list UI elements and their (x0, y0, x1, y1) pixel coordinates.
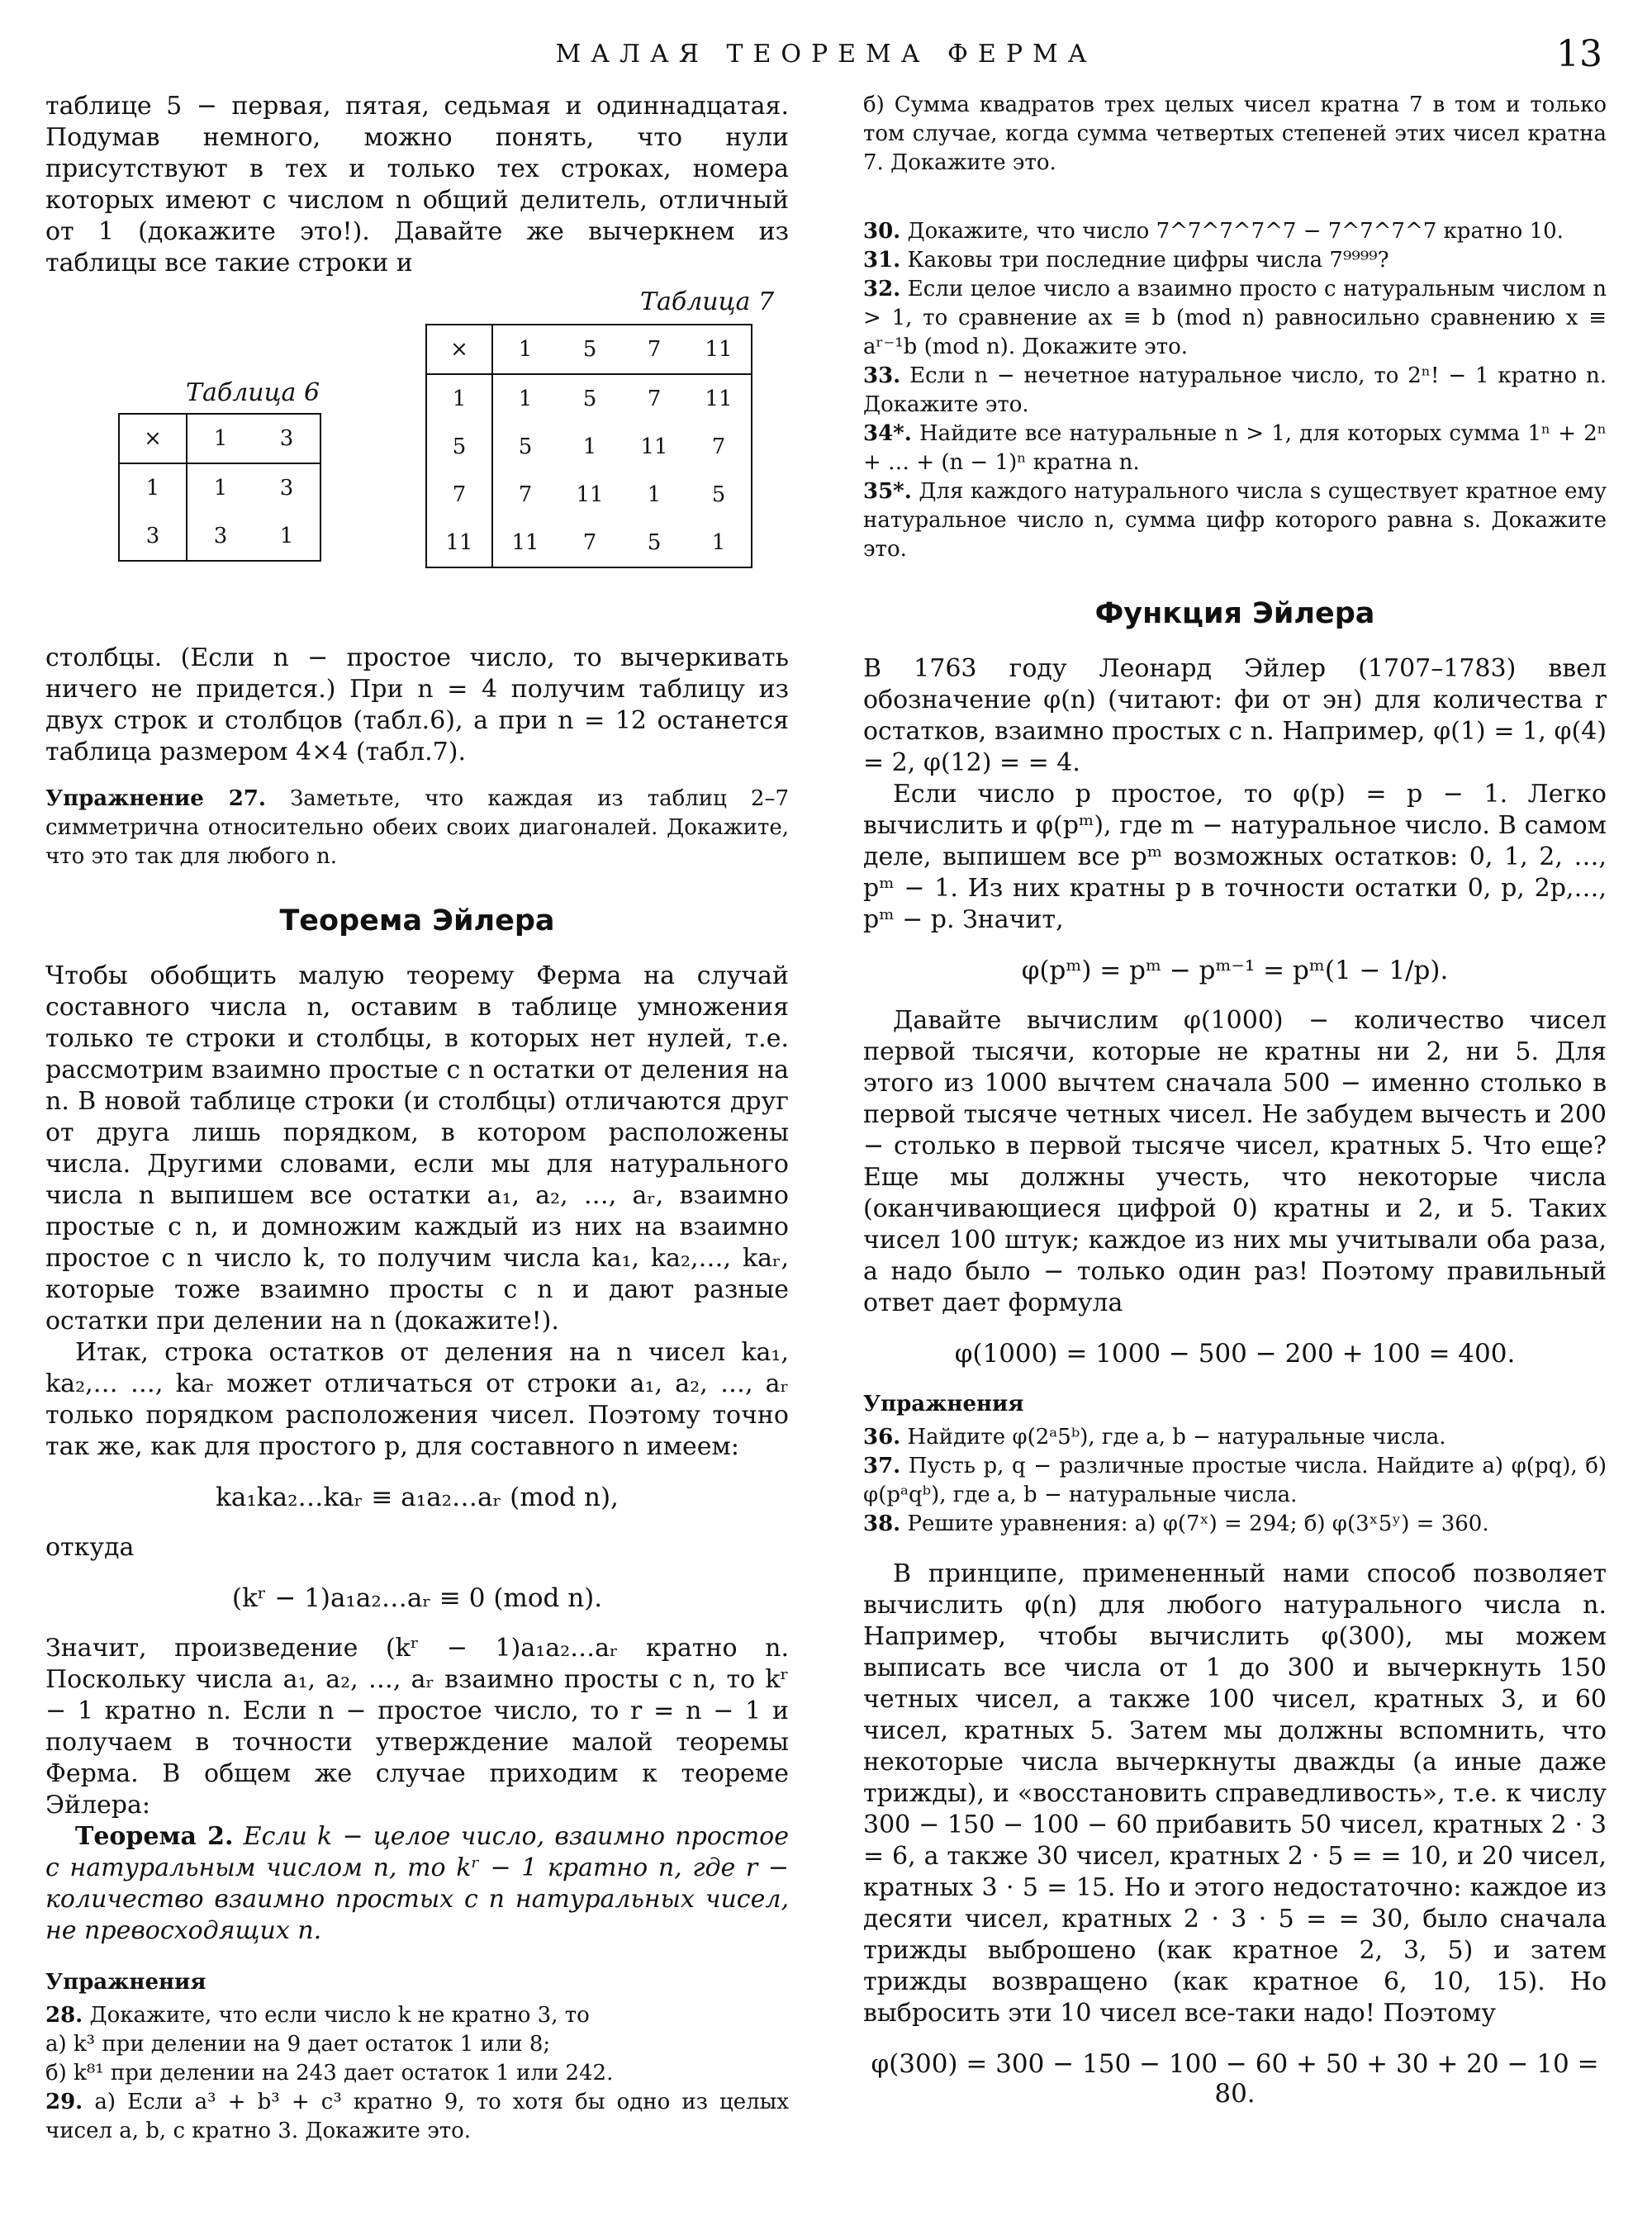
exercise-28b: б) k⁸¹ при делении на 243 дает остаток 1 или 242. (45, 2061, 614, 2086)
exercise-31 (863, 246, 1607, 275)
exercise-30 (863, 217, 1607, 246)
table-cell: 11 (686, 325, 752, 374)
running-title: МАЛАЯ ТЕОРЕМА ФЕРМА (555, 40, 1097, 69)
exercise-28a: а) k³ при делении на 9 дает остаток 1 или 8; (45, 2032, 551, 2057)
table-cell: 1 (492, 325, 558, 374)
table-cell: 11 (426, 519, 492, 567)
exercises-heading: Упражнения (45, 1970, 206, 1995)
table-cell: 7 (518, 482, 533, 507)
table-row (119, 463, 320, 512)
table6-caption: Таблица 6 (186, 378, 320, 407)
formula: φ(1000) = 1000 − 500 − 200 + 100 = 400. (954, 1339, 1516, 1369)
page-number: 13 (1556, 33, 1602, 75)
table-cell: 1 (711, 530, 726, 555)
exercise-28 (45, 2001, 789, 2030)
formula: ka₁ka₂…kaᵣ ≡ a₁a₂…aᵣ (mod n), (216, 1483, 619, 1512)
paragraph: Чтобы обобщить малую теорему Ферма на случай составного числа n, оставим в таблице умножения только те строки и столбцы, в которых нет нулей, т.е. рассмотрим взаимно простые с n остатки от деления на n. В новой таблице строки (и столбцы) отличаются друг от друга лишь порядком, в котором расположены числа. Другими словами, если мы для натурального числа n выпишем все остатки a₁, a₂, …, aᵣ, взаимно простые с n, и домножим каждый из них на взаимно простое с n число k, то получим числа ka₁, ka₂,…, kaᵣ, которые тоже взаимно просты с n и дают разные остатки при делении на n (докажите!). (45, 961, 789, 1336)
theorem-text: Если k − целое число, взаимно простое с натуральным числом n, то kʳ − 1 кратно n, где r − количество взаимно простых с n натуральных чисел, не превосходящих n. (45, 1822, 789, 1945)
formula: (kʳ − 1)a₁a₂…aᵣ ≡ 0 (mod n). (231, 1583, 603, 1613)
exercise-number: 30. (863, 219, 901, 244)
exercise-number: 37. (863, 1454, 901, 1478)
exercise-number: 28. (45, 2003, 83, 2028)
table-cell: 3 (279, 476, 294, 501)
table-cell: 1 (582, 434, 597, 459)
table-row (426, 374, 752, 423)
table7 (425, 324, 752, 568)
paragraph: откуда (45, 1533, 135, 1562)
table-cell: 5 (711, 482, 726, 507)
table7-caption: Таблица 7 (640, 287, 775, 316)
table-cell: 1 (647, 482, 662, 507)
table-cell: 1 (518, 387, 533, 411)
paragraph: таблице 5 − первая, пятая, седьмая и одиннадцатая. Подумав немного, можно понять, что нули присутствуют в тех и только тех строках, номера которых имеют с числом n общий делитель, отличный от 1 (докажите это!). Давайте же вычеркнем из таблицы все такие строки и (45, 92, 789, 278)
exercise-label: Упражнение 27. (45, 786, 266, 811)
exercise-number: 38. (863, 1511, 901, 1536)
table-cell: 11 (705, 387, 733, 411)
table-cell: 5 (582, 387, 597, 411)
exercise-32 (863, 275, 1607, 362)
exercise-text: Если целое число a взаимно просто с натуральным числом n > 1, то сравнение ax ≡ b (mod n) равносильно сравнению x ≡ aʳ⁻¹b (mod n). Докажите это. (863, 277, 1607, 359)
paragraph: Значит, произведение (kʳ − 1)a₁a₂…aᵣ кратно n. Поскольку числа a₁, a₂, …, aᵣ взаимно просты с n, то kʳ − 1 кратно n. Если n − простое число, то r = n − 1 и получаем в точности утверждение малой теоремы Ферма. В общем же случае приходим к теореме Эйлера: (45, 1634, 789, 1820)
exercise-number: 32. (863, 277, 901, 301)
exercise-text: Для каждого натурального числа s существует кратное ему натуральное число n, сумма цифр которого равна s. Докажите это. (863, 479, 1607, 562)
table-cell: 1 (213, 476, 228, 501)
table-cell: 5 (518, 434, 533, 459)
table-cell: 11 (576, 482, 604, 507)
paragraph: В 1763 году Леонард Эйлер (1707–1783) ввел обозначение φ(n) (читают: фи от эн) для количества r остатков, взаимно простых с n. Например, φ(1) = 1, φ(4) = 2, φ(12) = = 4. (863, 654, 1607, 777)
table6 (118, 413, 321, 562)
paragraph: столбцы. (Если n − простое число, то вычеркивать ничего не придется.) При n = 4 получим таблицу из двух строк и столбцов (табл.6), а при n = 12 останется таблица размером 4×4 (табл.7). (45, 643, 789, 766)
exercise-text: Если n − нечетное натуральное число, то 2ⁿ! − 1 кратно n. Докажите это. (863, 363, 1607, 417)
exercise-36 (863, 1423, 1607, 1452)
table-cell: 1 (187, 414, 254, 463)
exercise-text: Найдите φ(2ᵃ5ᵇ), где a, b − натуральные числа. (900, 1425, 1446, 1450)
table-cell: 5 (558, 325, 622, 374)
formula: φ(pᵐ) = pᵐ − pᵐ⁻¹ = pᵐ(1 − 1/p). (1021, 956, 1449, 985)
paragraph: Итак, строка остатков от деления на n чисел ka₁, ka₂,… …, kaᵣ может отличаться от строки a₁, a₂, …, aᵣ только порядком расположения чисел. Поэтому точно так же, как для простого p, для составного n имеем: (45, 1338, 789, 1461)
table-cell: 7 (711, 434, 726, 459)
exercise-number: 34*. (863, 421, 912, 446)
table-cell: 3 (119, 512, 187, 561)
table-cell: 7 (622, 325, 686, 374)
table-cell: 5 (426, 423, 492, 471)
exercise-29 (45, 2088, 789, 2146)
table-row (426, 471, 752, 519)
exercise-35 (863, 477, 1607, 564)
exercise-number: 29. (45, 2090, 83, 2114)
exercise-text: Докажите, что если число k не кратно 3, то (83, 2003, 590, 2028)
paragraph: Если число p простое, то φ(p) = p − 1. Легко вычислить и φ(pᵐ), где m − натуральное число. В самом деле, выпишем все pᵐ возможных остатков: 0, 1, 2, …, pᵐ − 1. Из них кратны p в точности остатки 0, p, 2p,…, pᵐ − p. Значит, (863, 780, 1607, 934)
table-cell: 7 (647, 387, 662, 411)
table-cell: × (119, 414, 187, 463)
exercise-34 (863, 420, 1607, 477)
exercise-number: 35*. (863, 479, 912, 504)
table-cell: 3 (213, 524, 228, 548)
paragraph: В принципе, примененный нами способ позволяет вычислить φ(n) для любого натурального числа n. Например, чтобы вычислить φ(300), мы можем выписать все числа от 1 до 300 и вычеркнуть 150 четных чисел, а также 100 чисел, кратных 3, и 60 чисел, кратных 5. Затем мы должны вспомнить, что некоторые числа вычеркнуты дважды (а иные даже трижды), и «восстановить справедливость», т.е. к числу 300 − 150 − 100 − 60 прибавить 50 чисел, кратных 2 · 3 = 6, а также 30 чисел, кратных 2 · 5 = = 10, и 20 чисел, кратных 3 · 5 = 15. Но и этого недостаточно: каждое из десяти чисел, кратных 2 · 3 · 5 = = 30, было сначала трижды выброшено (как кратное 2, 3, 5) и затем трижды возвращено (как кратное 6, 10, 15). Но выбросить эти 10 чисел все-таки надо! Поэтому (863, 1559, 1607, 2028)
exercise-27 (45, 785, 789, 871)
table-cell: 7 (426, 471, 492, 519)
exercise-text: Найдите все натуральные n > 1, для которых сумма 1ⁿ + 2ⁿ + … + (n − 1)ⁿ кратна n. (863, 421, 1607, 475)
exercise-29b: б) Сумма квадратов трех целых чисел кратна 7 в том и только том случае, когда сумма четвертых степеней этих чисел кратна 7. Докажите это. (863, 93, 1607, 175)
theorem-label: Теорема 2. (75, 1822, 234, 1851)
paragraph: Давайте вычислим φ(1000) − количество чисел первой тысячи, которые не кратны ни 2, ни 5. Для этого из 1000 вычтем сначала 500 − именно столько в первой тысяче четных чисел. Не забудем вычесть и 200 − столько в первой тысяче чисел, кратных 5. Что еще? Еще мы должны учесть, что некоторые числа (оканчивающиеся цифрой 0) кратны и 2, и 5. Таких чисел 100 штук; каждое из них мы учитывали оба раза, а надо было − только один раз! Поэтому правильный ответ дает формула (863, 1006, 1607, 1317)
theorem-2 (45, 1821, 789, 1947)
table-cell: 1 (426, 374, 492, 423)
table-row (426, 423, 752, 471)
table-cell: 11 (640, 434, 668, 459)
formula: φ(300) = 300 − 150 − 100 − 60 + 50 + 30 + 20 − 10 = 80. (871, 2049, 1599, 2109)
table-row (426, 325, 752, 374)
left-column (45, 91, 789, 2146)
table-row (426, 519, 752, 567)
exercise-38 (863, 1510, 1607, 1539)
exercise-text: Докажите, что число 7^7^7^7^7 − 7^7^7^7 кратно 10. (900, 219, 1564, 244)
table-cell: 7 (582, 530, 597, 555)
table-cell: 1 (279, 524, 294, 548)
exercise-37 (863, 1452, 1607, 1510)
exercise-text: Решите уравнения: а) φ(7ˣ) = 294; б) φ(3ˣ5ʸ) = 360. (900, 1511, 1489, 1536)
table-row (119, 414, 320, 463)
table-cell: 5 (647, 530, 662, 555)
table-cell: 11 (511, 530, 539, 555)
table-row (119, 512, 320, 561)
table-cell: × (426, 325, 492, 374)
exercise-text: Пусть p, q − различные простые числа. Найдите а) φ(pq), б) φ(pᵃqᵇ), где a, b − натуральные числа. (863, 1454, 1607, 1507)
tables-block (45, 287, 789, 593)
exercise-number: 33. (863, 363, 901, 388)
exercise-text: Каковы три последние цифры числа 7⁹⁹⁹⁹? (900, 248, 1389, 273)
table-cell: 1 (119, 463, 187, 512)
exercise-text: а) Если a³ + b³ + c³ кратно 9, то хотя бы одно из целых чисел a, b, c кратно 3. Докажите это. (45, 2090, 789, 2143)
section-heading: Функция Эйлера (1094, 597, 1375, 630)
exercise-33 (863, 362, 1607, 420)
exercises-heading: Упражнения (863, 1392, 1024, 1416)
section-heading: Теорема Эйлера (279, 904, 555, 937)
table-cell: 3 (254, 414, 320, 463)
right-column (863, 91, 1607, 2128)
exercise-number: 36. (863, 1425, 901, 1450)
exercise-text: Заметьте, что каждая из таблиц 2–7 симметрична относительно обеих своих диагоналей. Докажите, что это так для любого n. (45, 786, 789, 869)
exercise-number: 31. (863, 248, 901, 273)
